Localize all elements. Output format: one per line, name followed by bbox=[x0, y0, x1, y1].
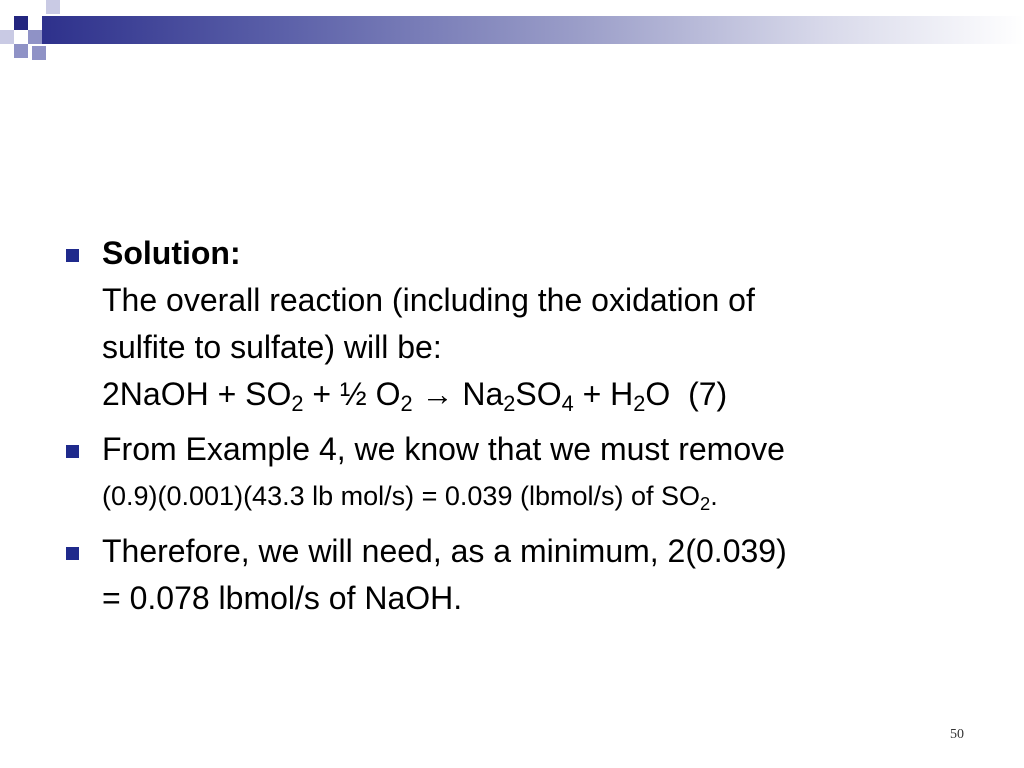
bullet-therefore bbox=[62, 528, 982, 622]
therefore-text-line: = 0.078 lbmol/s of NaOH. bbox=[102, 580, 463, 616]
example-calculation: (0.9)(0.001)(43.3 lb mol/s) = 0.039 (lbmol/s) of $SO_2$. bbox=[102, 481, 718, 515]
header-square bbox=[28, 30, 42, 44]
bullet-marker bbox=[66, 445, 79, 458]
reaction-equation: 2NaOH + $SO_2$ + ½ $O_2 \to Na_2SO_4 + H_2O$ (7) bbox=[102, 376, 728, 417]
solution-text-line: The overall reaction (including the oxidation of bbox=[102, 282, 755, 318]
header-square bbox=[28, 16, 42, 30]
header-square bbox=[14, 16, 28, 30]
header-square bbox=[14, 44, 28, 58]
example-text-line: From Example 4, we know that we must remove bbox=[102, 431, 785, 467]
header-square bbox=[32, 46, 46, 60]
slide-content bbox=[62, 230, 982, 630]
header-square bbox=[0, 30, 14, 44]
bullet-marker bbox=[66, 249, 79, 262]
bullet-solution bbox=[62, 230, 982, 418]
bullet-example bbox=[62, 426, 982, 520]
solution-text-line: sulfite to sulfate) will be: bbox=[102, 329, 442, 365]
bullet-marker bbox=[66, 547, 79, 560]
solution-heading: Solution: bbox=[102, 235, 241, 271]
slide-number: 50 bbox=[950, 727, 964, 742]
header-square bbox=[46, 0, 60, 14]
therefore-text-line: Therefore, we will need, as a minimum, 2(0.039) bbox=[102, 533, 787, 569]
header-band bbox=[28, 16, 1024, 44]
